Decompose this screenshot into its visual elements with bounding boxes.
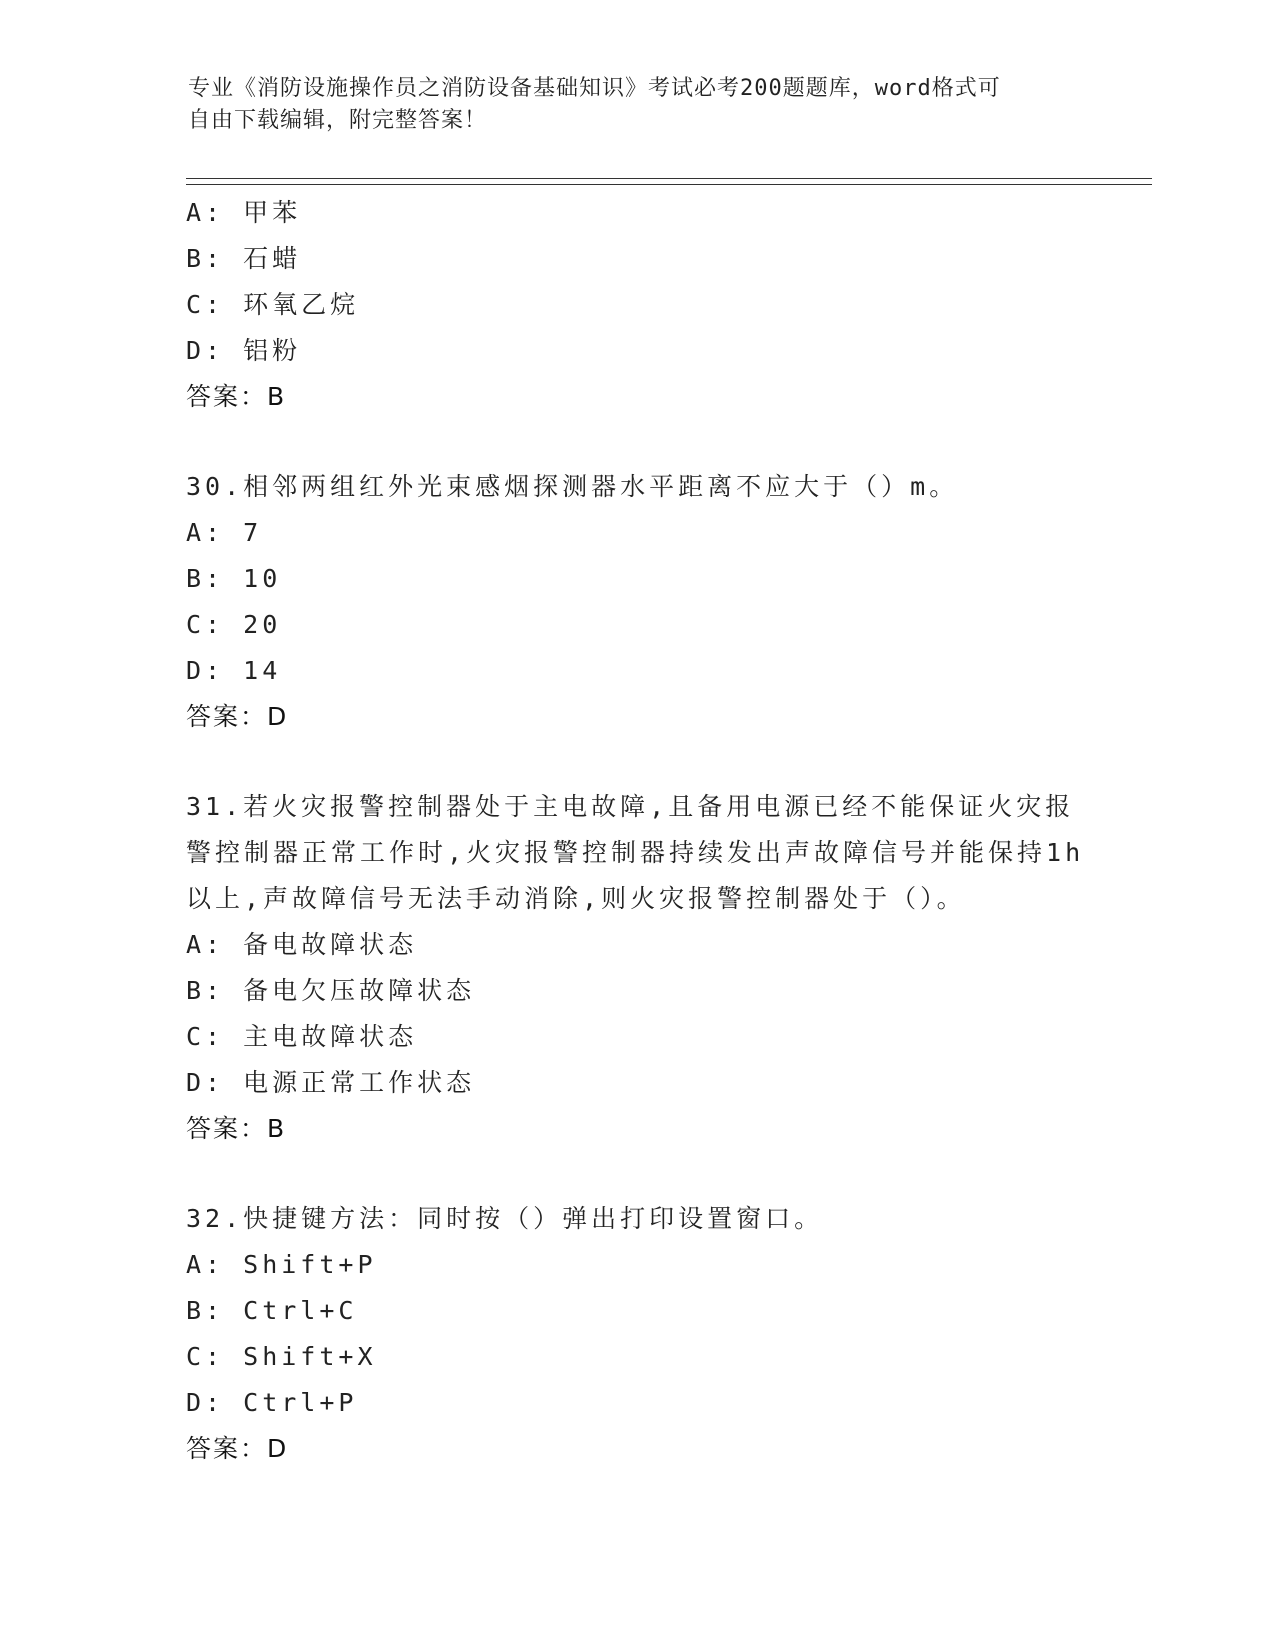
option-b: B: 石蜡 — [186, 244, 302, 273]
option-c: C: 20 — [186, 610, 282, 639]
spacer — [186, 420, 1086, 464]
header-divider — [186, 178, 1152, 185]
question-31 — [186, 784, 1086, 1152]
option-a: A: 7 — [186, 518, 263, 547]
option-a: A: 甲苯 — [186, 198, 302, 227]
option-c: C: 主电故障状态 — [186, 1022, 418, 1051]
option-a: A: Shift+P — [186, 1250, 377, 1279]
option-b: B: 备电欠压故障状态 — [186, 976, 476, 1005]
question-stem: 30.相邻两组红外光束感烟探测器水平距离不应大于（）m。 — [186, 472, 959, 501]
answer: 答案：D — [186, 702, 289, 731]
question-list — [186, 190, 1086, 1472]
option-d: D: 14 — [186, 656, 282, 685]
option-b: B: Ctrl+C — [186, 1296, 358, 1325]
question-stem-line-3: 以上,声故障信号无法手动消除,则火灾报警控制器处于（）。 — [186, 884, 966, 913]
option-d: D: 铝粉 — [186, 336, 302, 365]
answer: 答案：B — [186, 1114, 287, 1143]
question-30 — [186, 464, 1086, 740]
option-c: C: Shift+X — [186, 1342, 377, 1371]
question-stem-line-2: 警控制器正常工作时,火灾报警控制器持续发出声故障信号并能保持1h — [186, 838, 1085, 867]
option-d: D: 电源正常工作状态 — [186, 1068, 476, 1097]
question-29 — [186, 190, 1086, 420]
option-a: A: 备电故障状态 — [186, 930, 418, 959]
header-line-2: 自由下载编辑，附完整答案！ — [188, 108, 488, 133]
answer: 答案：D — [186, 1434, 289, 1463]
question-32 — [186, 1196, 1086, 1472]
spacer — [186, 1152, 1086, 1196]
option-b: B: 10 — [186, 564, 282, 593]
document-header — [188, 73, 1088, 137]
option-d: D: Ctrl+P — [186, 1388, 358, 1417]
spacer — [186, 740, 1086, 784]
header-line-1: 专业《消防设施操作员之消防设备基础知识》考试必考200题题库，word格式可 — [188, 76, 1001, 101]
option-c: C: 环氧乙烷 — [186, 290, 360, 319]
question-stem: 32.快捷键方法：同时按（）弹出打印设置窗口。 — [186, 1204, 824, 1233]
question-stem-line-1: 31.若火灾报警控制器处于主电故障,且备用电源已经不能保证火灾报 — [186, 792, 1075, 821]
answer: 答案：B — [186, 382, 287, 411]
